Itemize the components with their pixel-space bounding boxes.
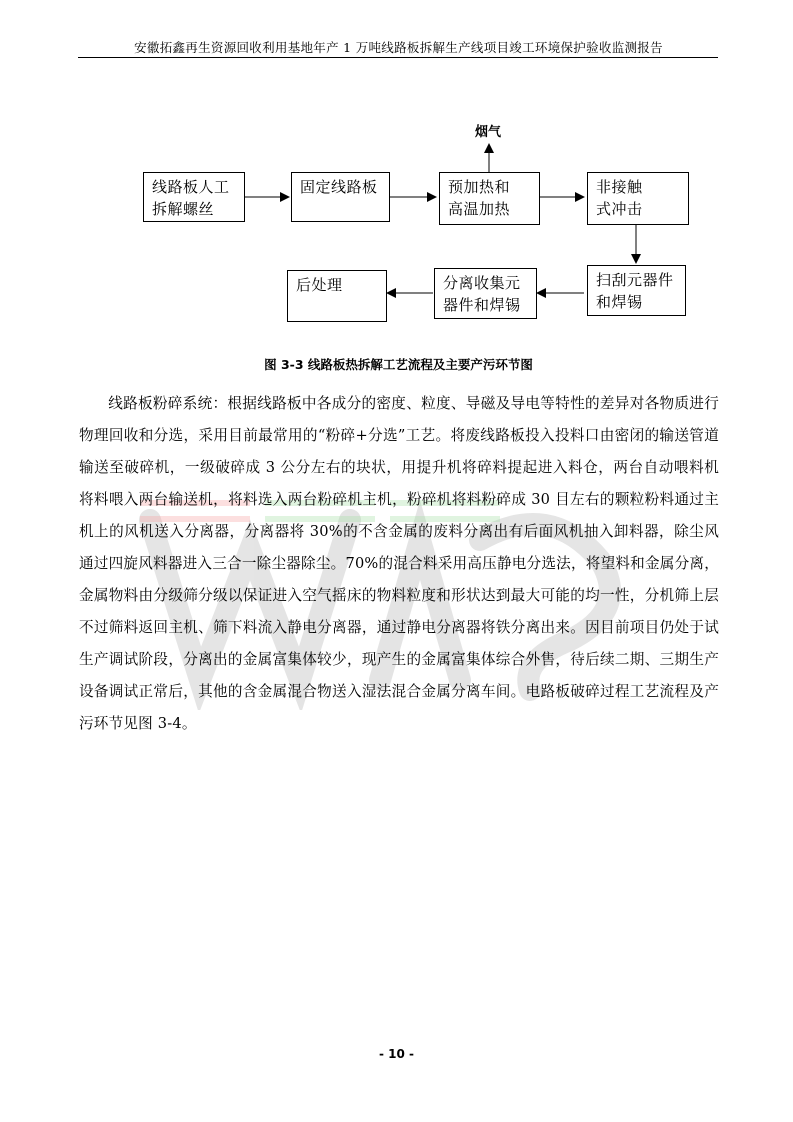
flow-box-line: 固定线路板	[300, 178, 378, 196]
flow-box-line: 扫刮元器件	[596, 271, 674, 289]
flow-box-line: 拆解螺丝	[152, 200, 215, 218]
report-header-title: 安徽拓鑫再生资源回收利用基地年产 1 万吨线路板拆解生产线项目竣工环境保护验收监测报告	[134, 40, 663, 55]
flow-box-line: 式冲击	[596, 200, 643, 218]
flow-box-line: 和焊锡	[596, 293, 643, 311]
flow-box-line: 非接触	[596, 178, 643, 196]
flow-box-scrape-components	[587, 265, 686, 316]
flow-box-line: 器件和焊锡	[443, 296, 521, 314]
flow-box-line: 后处理	[296, 276, 343, 294]
header-divider	[78, 57, 718, 58]
flow-box-manual-unscrew	[143, 172, 245, 222]
flow-box-line: 预加热和	[448, 178, 511, 196]
process-description-paragraph: 线路板粉碎系统：根据线路板中各成分的密度、粒度、导磁及导电等特性的差异对各物质进行物理回收和分选，采用目前最常用的“粉碎+分选”工艺。将废线路板投入投料口由密闭的输送管道输送至破碎机，一级破碎成 3 公分左右的块状，用提升机将碎料提起进入料仓，两台自动喂料机将料喂入两台输送机，将料选入两台粉碎机主机，粉碎机将料粉碎成 30 目左右的颗粒粉料通过主机上的风机送入分离器，分离器将 30%的不含金属的废料分离出有后面风机抽入卸料器，除尘风通过四旋风料器进入三合一除尘器除尘。70%的混合料采用高压静电分选法，将望料和金属分离，金属物料由分级筛分级以保证进入空气摇床的物料粒度和形状达到最大可能的均一性，分机筛上层不过筛料返回主机、筛下料流入静电分离器，通过静电分离器将铁分离出来。因目前项目仍处于试生产调试阶段，分离出的金属富集体较少，现产生的金属富集体综合外售，待后续二期、三期生产设备调试正常后，其他的含金属混合物送入湿法混合金属分离车间。电路板破碎过程工艺流程及产污环节见图 3-4。	[79, 395, 719, 732]
flow-box-separate-collect	[434, 268, 537, 319]
flow-box-preheat	[439, 172, 540, 225]
flow-box-line: 分离收集元	[443, 274, 521, 292]
page-number: - 10 -	[378, 1047, 414, 1061]
flow-box-noncontact-impact	[587, 172, 689, 225]
figure-caption: 图 3-3 线路板热拆解工艺流程及主要产污环节图	[264, 357, 533, 372]
flow-box-line: 线路板人工	[152, 178, 230, 196]
flow-box-line: 高温加热	[448, 200, 511, 218]
smoke-label: 烟气	[475, 125, 502, 140]
flow-box-post-process	[287, 270, 387, 322]
flow-box-fix-board	[291, 172, 390, 222]
